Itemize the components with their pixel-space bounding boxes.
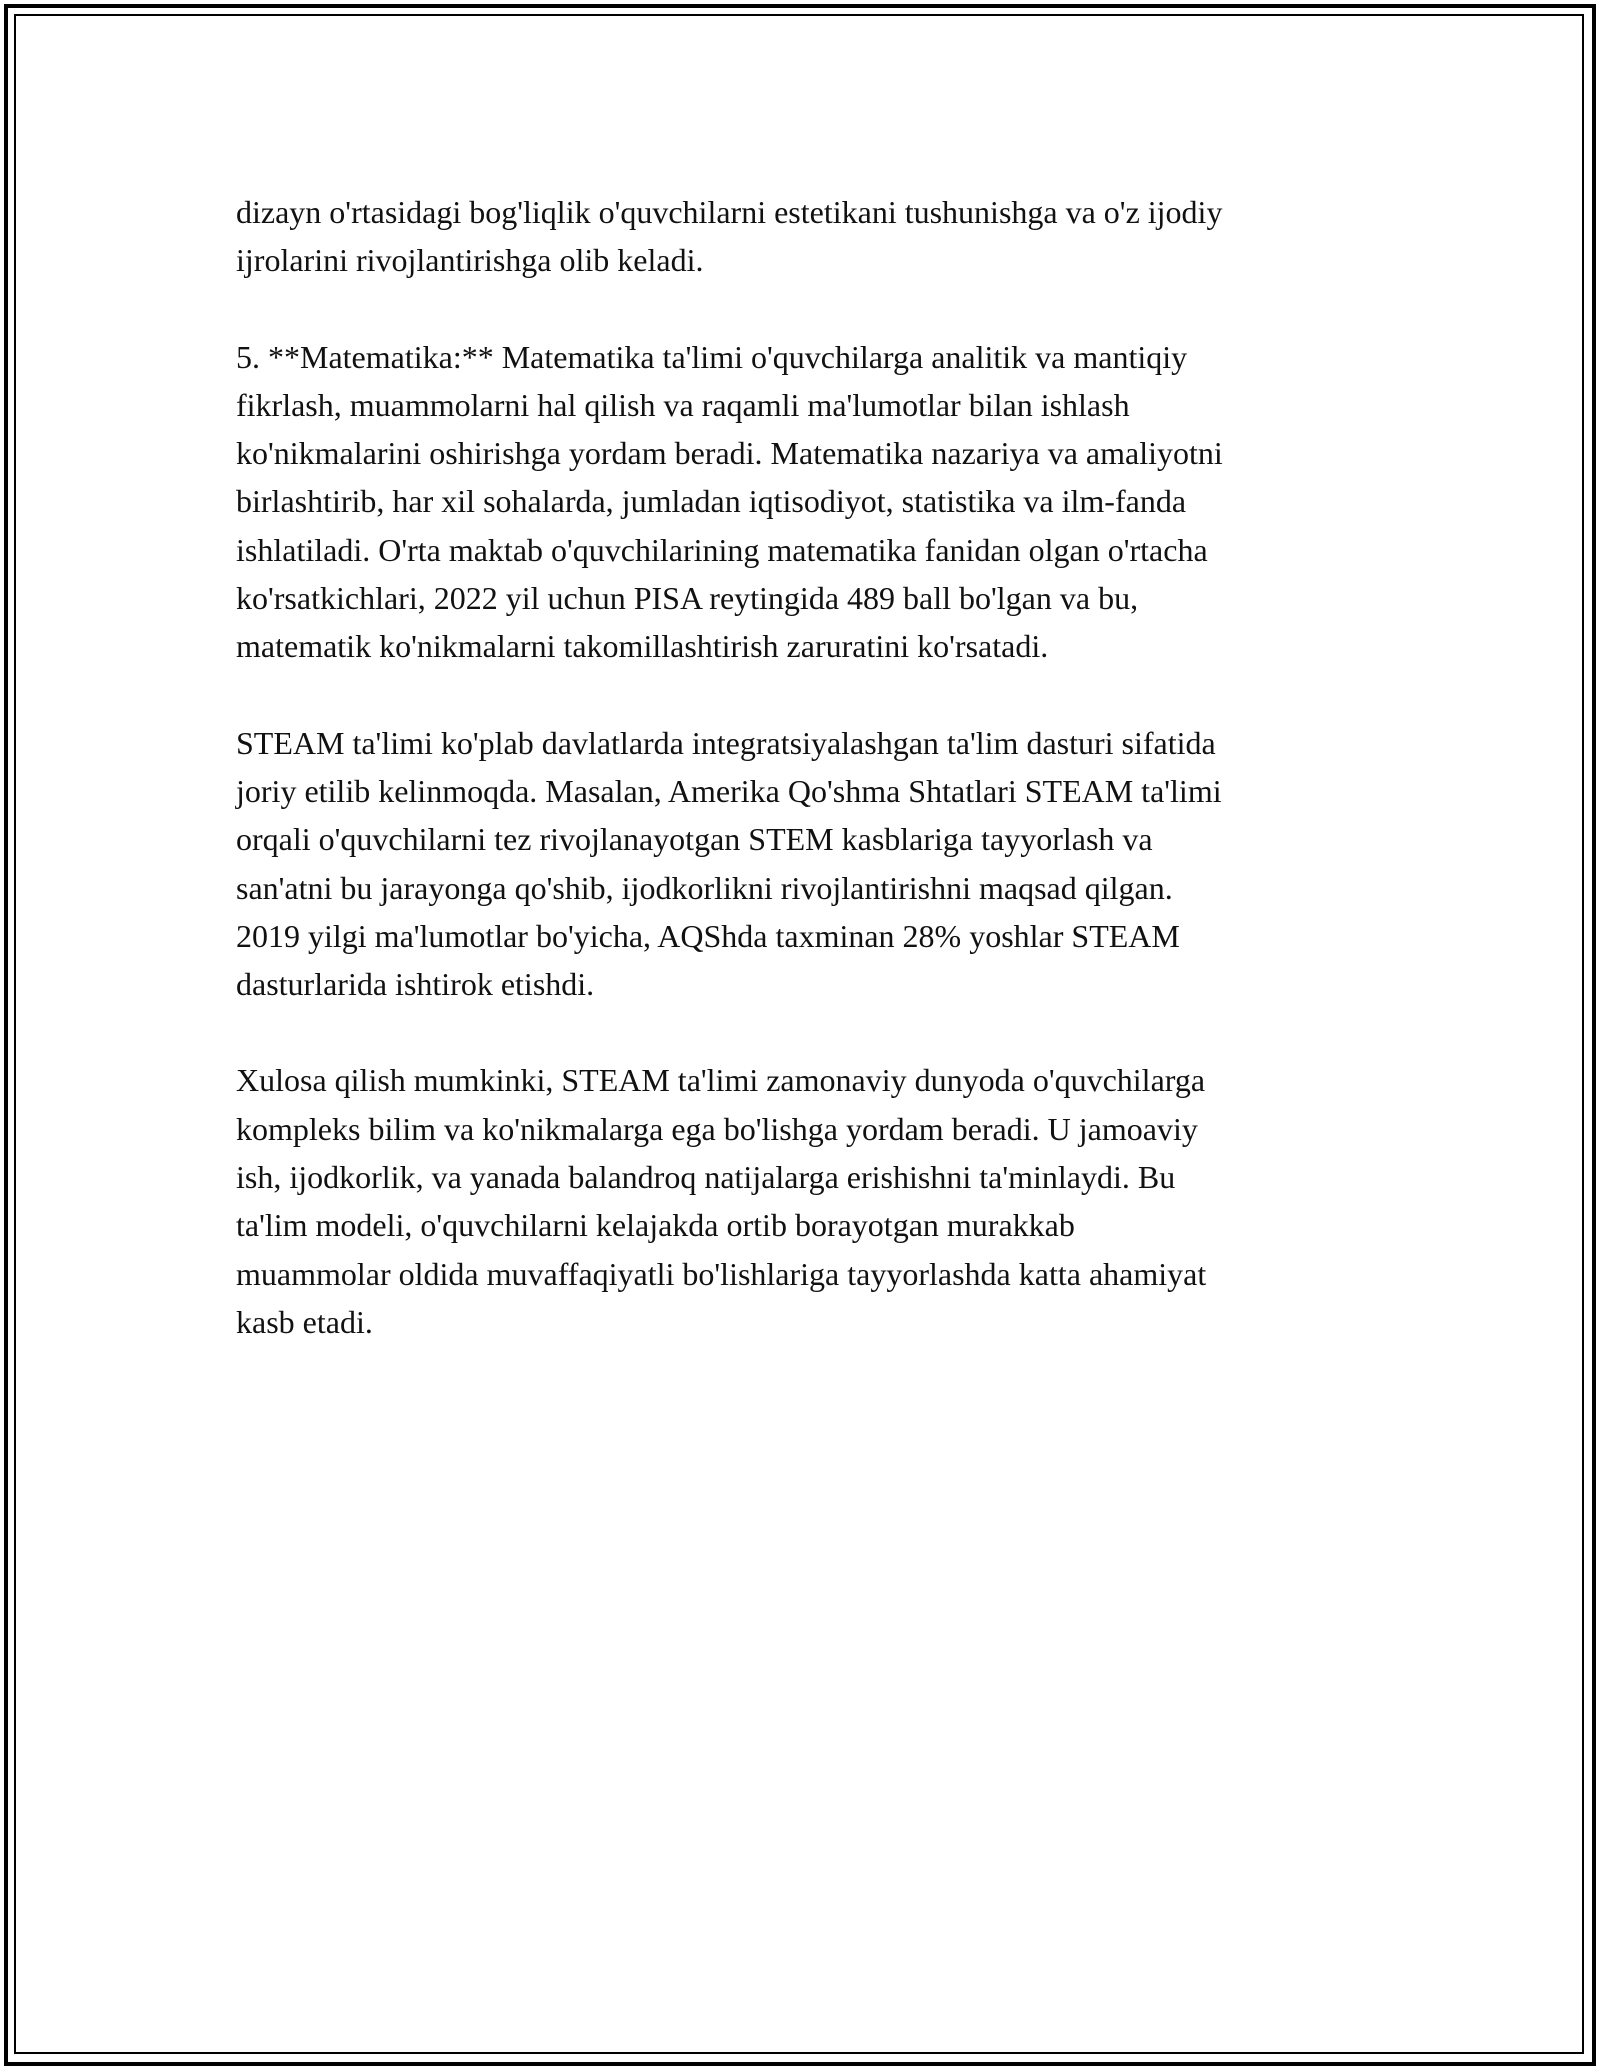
text-line: orqali o'quvchilarni tez rivojlanayotgan STEM kasblariga tayyorlash va xyxy=(236,821,1153,858)
document-body xyxy=(236,188,1376,1394)
text-line: san'atni bu jarayonga qo'shib, ijodkorlikni rivojlantirishni maqsad qilgan. xyxy=(236,869,1173,906)
text-line: fikrlash, muammolarni hal qilish va raqamli ma'lumotlar bilan ishlash xyxy=(236,386,1130,423)
text-line: joriy etilib kelinmoqda. Masalan, Amerika Qo'shma Shtatlari STEAM ta'limi xyxy=(236,772,1222,809)
text-line: ko'nikmalarini oshirishga yordam beradi. Matematika nazariya va amaliyotni xyxy=(236,435,1223,472)
text-line: dizayn o'rtasidagi bog'liqlik o'quvchilarni estetikani tushunishga va o'z ijodiy xyxy=(236,194,1223,230)
text-line: ijrolarini rivojlantirishga olib keladi. xyxy=(236,242,704,279)
text-line: dasturlarida ishtirok etishdi. xyxy=(236,966,595,1003)
paragraph-steam-adoption xyxy=(236,719,1376,1009)
text-line: 2019 yilgi ma'lumotlar bo'yicha, AQShda taxminan 28% yoshlar STEAM xyxy=(236,917,1180,954)
text-line: matematik ko'nikmalarni takomillashtirish zaruratini ko'rsatadi. xyxy=(236,628,1049,665)
text-line: STEAM ta'limi ko'plab davlatlarda integratsiyalashgan ta'lim dasturi sifatida xyxy=(236,724,1216,761)
text-line: kompleks bilim va ko'nikmalarga ega bo'lishga yordam beradi. U jamoaviy xyxy=(236,1110,1198,1147)
text-line: birlashtirib, har xil sohalarda, jumladan iqtisodiyot, statistika va ilm-fanda xyxy=(236,483,1187,520)
paragraph-conclusion xyxy=(236,1056,1376,1346)
text-line: ish, ijodkorlik, va yanada balandroq natijalarga erishishni ta'minlaydi. Bu xyxy=(236,1159,1176,1196)
text-line: ishlatiladi. O'rta maktab o'quvchilarining matematika fanidan olgan o'rtacha xyxy=(236,531,1208,568)
text-line: ko'rsatkichlari, 2022 yil uchun PISA reytingida 489 ball bo'lgan va bu, xyxy=(236,580,1139,617)
paragraph-mathematics xyxy=(236,333,1376,671)
text-line: muammolar oldida muvaffaqiyatli bo'lishlariga tayyorlashda katta ahamiyat xyxy=(236,1255,1207,1292)
text-line: kasb etadi. xyxy=(236,1303,373,1340)
text-line: Xulosa qilish mumkinki, STEAM ta'limi zamonaviy dunyoda o'quvchilarga xyxy=(236,1062,1206,1099)
paragraph-design-continuation xyxy=(236,188,1376,285)
text-line: 5. **Matematika:** Matematika ta'limi o'quvchilarga analitik va mantiqiy xyxy=(236,338,1188,375)
text-line: ta'lim modeli, o'quvchilarni kelajakda ortib borayotgan murakkab xyxy=(236,1207,1075,1244)
